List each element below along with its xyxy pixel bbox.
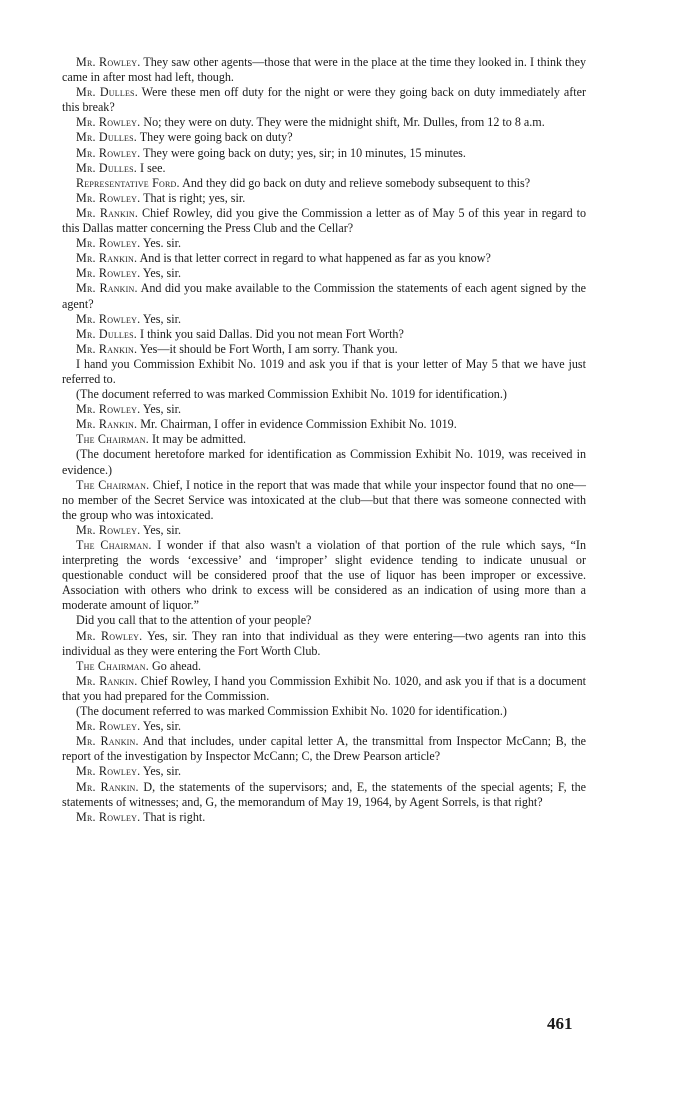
paragraph — [62, 780, 586, 810]
editorial-note — [62, 447, 586, 477]
paragraph — [62, 251, 586, 266]
paragraph — [62, 659, 586, 674]
paragraph-text: Yes, sir. — [142, 266, 181, 281]
paragraph — [62, 312, 586, 327]
paragraph — [62, 402, 586, 417]
paragraph-text: They were going back on duty? — [139, 130, 293, 145]
speaker-name: Mr. Rankin. — [76, 341, 138, 356]
paragraph — [62, 176, 586, 191]
paragraph — [62, 432, 586, 447]
speaker-name: Mr. Rankin. — [76, 417, 138, 432]
paragraph-text: No; they were on duty. They were the midnight shift, Mr. Dulles, from 12 to 8 a.m. — [143, 115, 545, 130]
page-number: 461 — [547, 1014, 573, 1033]
paragraph-text: Chief Rowley, did you give the Commission a letter as of May 5 of this year in regard to this Dallas matter concerning the Press Club and the Cellar? — [62, 205, 586, 236]
paragraph — [62, 613, 586, 628]
paragraph-text: (The document referred to was marked Commission Exhibit No. 1019 for identification.) — [76, 387, 507, 402]
speaker-name: Mr. Dulles. — [76, 326, 137, 341]
editorial-note — [62, 704, 586, 719]
speaker-name: Mr. Rankin. — [76, 251, 138, 266]
paragraph-text: (The document heretofore marked for identification as Commission Exhibit No. 1019, was received in evidence.) — [62, 447, 586, 477]
speaker-name: Mr. Rowley. — [76, 115, 141, 130]
paragraph — [62, 478, 586, 523]
paragraph-text: Go ahead. — [152, 658, 202, 673]
speaker-name: Mr. Dulles. — [76, 85, 138, 100]
paragraph-text: Mr. Chairman, I offer in evidence Commission Exhibit No. 1019. — [140, 417, 457, 432]
paragraph-text: And that includes, under capital letter A, the transmittal from Inspector McCann; B, the report of the investigation by Inspector McCann; C, the Drew Pearson article? — [62, 734, 587, 764]
paragraph-text: It may be admitted. — [152, 432, 247, 447]
speaker-name: The Chairman. — [76, 538, 152, 552]
paragraph-text: I see. — [140, 160, 166, 175]
speaker-name: Mr. Rowley. — [76, 236, 141, 251]
speaker-name: Mr. Rankin. — [76, 734, 139, 749]
paragraph-text: Yes. sir. — [142, 236, 181, 251]
paragraph — [62, 85, 586, 115]
paragraph-text: Chief, I notice in the report that was made that while your inspector found that no one—no member of the Secret Service was intoxicated at the club—but that there was someone connected with the group who was intoxicated. — [62, 477, 586, 522]
paragraph — [62, 115, 586, 130]
speaker-name: Mr. Dulles. — [76, 130, 137, 145]
speaker-name: Mr. Rowley. — [76, 55, 141, 69]
paragraph-text: Yes—it should be Fort Worth, I am sorry. Thank you. — [139, 341, 398, 356]
paragraph — [62, 327, 586, 342]
paragraph — [62, 130, 586, 145]
speaker-name: Mr. Rowley. — [76, 764, 141, 779]
paragraph-text: Chief Rowley, I hand you Commission Exhibit No. 1020, and ask you if that is a document that you had prepared for the Commission. — [62, 673, 586, 703]
speaker-name: Mr. Rowley. — [76, 266, 141, 281]
speaker-name: Mr. Rowley. — [76, 311, 141, 326]
speaker-name: Mr. Rankin. — [76, 281, 138, 296]
paragraph — [62, 236, 586, 251]
paragraph-text: They saw other agents—those that were in the place at the time they looked in. I think they came in after most had left, though. — [62, 55, 587, 85]
speaker-name: Mr. Rowley. — [76, 719, 141, 734]
speaker-name: Mr. Rowley. — [76, 145, 141, 160]
paragraph — [62, 734, 586, 764]
speaker-name: Mr. Rankin. — [76, 673, 138, 688]
speaker-name: The Chairman. — [76, 658, 149, 673]
speaker-name: Mr. Rowley. — [76, 628, 143, 643]
paragraph-text: Yes, sir. — [142, 764, 181, 779]
paragraph-text: Were these men off duty for the night or were they going back on duty immediately after this break? — [62, 85, 586, 115]
paragraph-text: Yes, sir. — [142, 311, 181, 326]
speaker-name: Mr. Rowley. — [76, 190, 141, 205]
paragraph — [62, 146, 586, 161]
paragraph-text: I hand you Commission Exhibit No. 1019 and ask you if that is your letter of May 5 that we have just referred to. — [62, 356, 586, 386]
paragraph — [62, 417, 586, 432]
paragraph-text: Yes, sir. They ran into that individual as they were entering—two agents ran into this individual as they were entering the Fort Worth Club. — [62, 628, 586, 658]
paragraph-text: I wonder if that also wasn't a violation of that portion of the rule which says, “In interpreting the words ‘excessive’ and ‘improper’ slight evidence tending to indicate unusual or questionable conduct will be considered proof that the use of liquor has been improper or excessive. Association with others who drink to excess will be considered as an indication of using more than a moderate amount of liquor.” — [62, 538, 586, 613]
speaker-name: Mr. Rankin. — [76, 205, 139, 220]
paragraph — [62, 357, 586, 387]
paragraph — [62, 266, 586, 281]
paragraph-text: And they did go back on duty and relieve somebody subsequent to this? — [182, 175, 531, 190]
speaker-name: The Chairman. — [76, 432, 149, 447]
paragraph — [62, 281, 586, 311]
editorial-note — [62, 387, 586, 402]
paragraph-text: And did you make available to the Commission the statements of each agent signed by the agent? — [62, 281, 586, 311]
paragraph — [62, 342, 586, 357]
speaker-name: Mr. Rowley. — [76, 402, 141, 417]
paragraph — [62, 161, 586, 176]
speaker-name: Mr. Rowley. — [76, 522, 141, 537]
paragraph-text: That is right. — [143, 809, 206, 824]
paragraph-text: Did you call that to the attention of your people? — [76, 613, 312, 628]
paragraph — [62, 523, 586, 538]
paragraph-text: (The document referred to was marked Commission Exhibit No. 1020 for identification.) — [76, 704, 507, 719]
paragraph — [62, 764, 586, 779]
paragraph — [62, 538, 586, 613]
paragraph-text: Yes, sir. — [142, 719, 181, 734]
transcript-page — [62, 55, 586, 825]
speaker-name: Mr. Rowley. — [76, 809, 141, 824]
paragraph-text: They were going back on duty; yes, sir; in 10 minutes, 15 minutes. — [143, 145, 466, 160]
paragraph — [62, 629, 586, 659]
paragraph — [62, 206, 586, 236]
speaker-name: The Chairman. — [76, 477, 150, 492]
paragraph-text: Yes, sir. — [142, 402, 181, 417]
paragraph-text: That is right; yes, sir. — [143, 190, 246, 205]
paragraph — [62, 810, 586, 825]
paragraph — [62, 55, 586, 85]
paragraph-text: And is that letter correct in regard to what happened as far as you know? — [139, 251, 491, 266]
paragraph — [62, 674, 586, 704]
speaker-name: Representative Ford. — [76, 175, 180, 190]
paragraph-text: D, the statements of the supervisors; and, E, the statements of the special agents; F, the statements of witnesses; and, G, the memorandum of May 19, 1964, by Agent Sorrels, is that right? — [62, 779, 586, 809]
paragraph — [62, 719, 586, 734]
speaker-name: Mr. Rankin. — [76, 779, 139, 794]
paragraph-text: Yes, sir. — [142, 522, 181, 537]
speaker-name: Mr. Dulles. — [76, 160, 137, 175]
paragraph — [62, 191, 586, 206]
paragraph-text: I think you said Dallas. Did you not mean Fort Worth? — [140, 326, 404, 341]
